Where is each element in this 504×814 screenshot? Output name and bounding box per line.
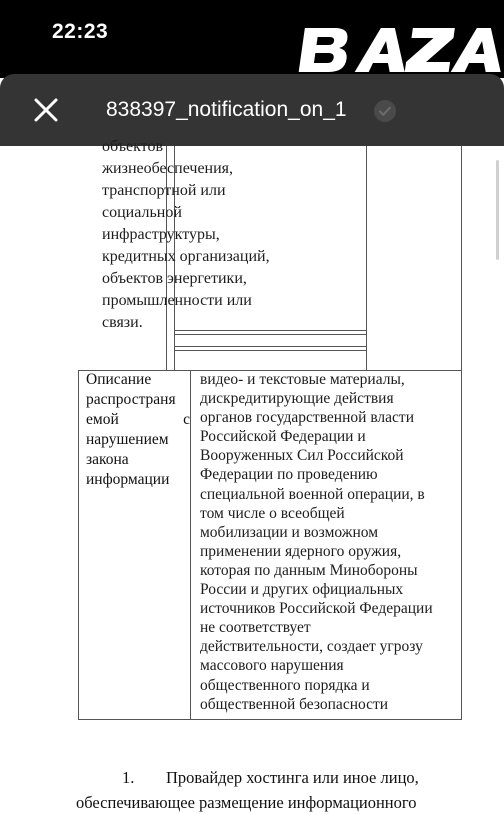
description-line: Федерации по проведению [200, 466, 378, 484]
upper-cell-line: жизнеобеспечения, [102, 160, 234, 177]
label-line: закона [86, 451, 129, 468]
label-line: Описание [86, 371, 152, 388]
status-bar [0, 0, 504, 78]
description-line: которая по данным Минобороны [200, 561, 418, 579]
description-line: действительности, создает угрозу [200, 638, 423, 656]
description-line: источников Российской Федерации [200, 600, 433, 618]
description-line: специальной военной операции, в [200, 485, 425, 503]
close-button[interactable] [26, 92, 66, 128]
label-line: распространя [86, 391, 176, 408]
description-line: общественной безопасности [200, 695, 389, 713]
paragraph-line: Провайдер хостинга или иное лицо, [166, 768, 419, 787]
scrollbar[interactable] [496, 160, 499, 260]
description-line: массового нарушения [200, 657, 344, 675]
upper-cell-line: социальной [102, 204, 182, 221]
description-line: не соответствует [200, 619, 311, 637]
document-title: 838397_notification_on_1 [106, 98, 347, 121]
description-line: Российской Федерации и [200, 428, 366, 446]
upper-cell-line: кредитных организаций, [102, 248, 270, 265]
paragraph-line: обеспечивающее размещение информационного [76, 793, 417, 812]
close-icon [26, 92, 66, 128]
check-badge-icon [373, 99, 397, 123]
baza-logo [292, 20, 478, 78]
label-line: емой с [86, 411, 190, 428]
row-description [200, 370, 456, 714]
label-line: нарушением [86, 431, 169, 448]
clock: 22:23 [52, 20, 109, 43]
upper-cell-line: объектов [102, 138, 164, 155]
description-line: органов государственной власти [200, 409, 414, 427]
description-line: том числе о всеобщей [200, 504, 345, 522]
logo-text: BAZA [292, 20, 295, 21]
description-line: применении ядерного оружия, [200, 542, 402, 560]
upper-cell-text [102, 136, 292, 334]
row-label [86, 370, 190, 490]
upper-cell-line: инфраструктуры, [102, 226, 220, 243]
label-line: информации [86, 471, 170, 488]
description-line: дискредитирующие действия [200, 390, 394, 408]
numbered-paragraph [76, 766, 468, 814]
document-page[interactable] [0, 138, 504, 812]
upper-cell-line: транспортной или [102, 182, 226, 199]
description-line: мобилизации и возможном [200, 523, 379, 541]
paragraph-number: 1. [122, 768, 135, 787]
description-line: видео- и текстовые материалы, [200, 371, 405, 388]
description-line: России и других официальных [200, 581, 404, 599]
description-line: Вооруженных Сил Российской [200, 447, 404, 465]
upper-cell-line: объектов энергетики, [102, 270, 247, 287]
description-line: общественного порядка и [200, 676, 370, 694]
upper-cell-line: промышленности или [102, 292, 252, 309]
upper-cell-line: связи. [102, 314, 143, 331]
